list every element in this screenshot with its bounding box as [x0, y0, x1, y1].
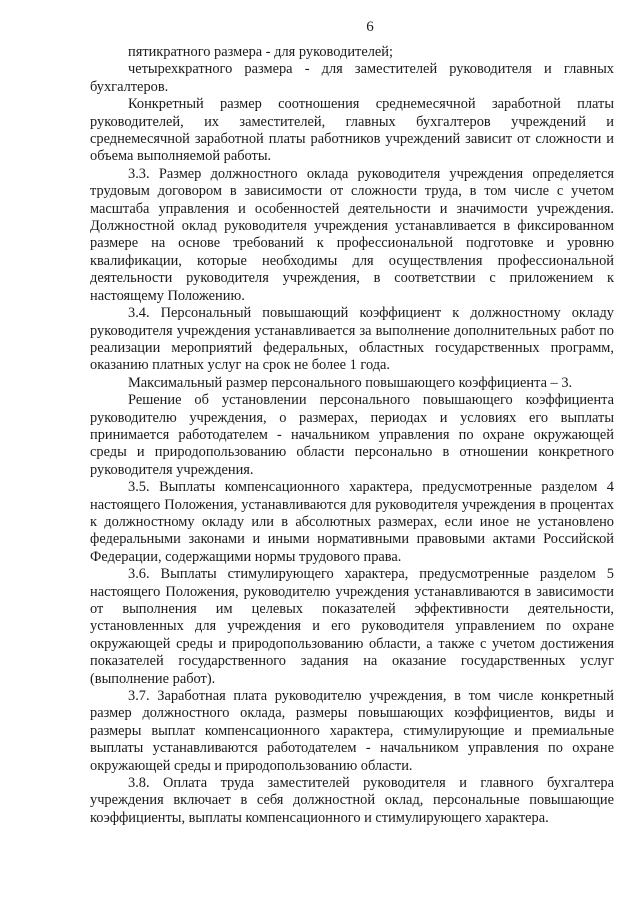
paragraph-coefficient-decision: Решение об установлении персонального повышающего коэффициента руководителю учреждения, о размерах, периодах и условиях его выплаты принимается работодателем - начальником управления по охране окружающей среды и природопользованию области персонально в отношении конкретного руководителя учреждения. — [90, 392, 614, 478]
paragraph-limit-deputies: четырехкратного размера - для заместителей руководителя и главных бухгалтеров. — [90, 61, 614, 95]
paragraph-3-5: 3.5. Выплаты компенсационного характера, предусмотренные разделом 4 настоящего Положения, устанавливаются для руководителя учреждения в процентах к должностному окладу или в абсолютных размерах, если иное не установлено федеральными законами и иными нормативными правовыми актами Российской Федерации, содержащими нормы трудового права. — [90, 479, 614, 565]
paragraph-3-8: 3.8. Оплата труда заместителей руководителя и главного бухгалтера учреждения включает в себя должностной оклад, персональные повышающие коэффициенты, выплаты компенсационного и стимулирующего характера. — [90, 775, 614, 826]
paragraph-3-4: 3.4. Персональный повышающий коэффициент к должностному окладу руководителя учреждения устанавливается за выполнение дополнительных работ по реализации мероприятий федеральных, областных государственных программ, оказанию платных услуг на срок не более 1 года. — [90, 305, 614, 374]
page-number: 6 — [366, 19, 374, 35]
paragraph-3-7: 3.7. Заработная плата руководителю учреждения, в том числе конкретный размер должностного оклада, размеры повышающих коэффициентов, виды и размеры выплат компенсационного характера, стимулирующие и премиальные выплаты устанавливаются работодателем - начальником управления по охране окружающей среды и природопользованию области. — [90, 688, 614, 774]
paragraph-ratio-dependence: Конкретный размер соотношения среднемесячной заработной платы руководителей, их заместителей, главных бухгалтеров учреждений и среднемесячной заработной платы работников учреждений зависит от сложности и объема выполняемой работы. — [90, 96, 614, 165]
paragraph-limit-heads: пятикратного размера - для руководителей; — [128, 44, 393, 60]
paragraph-3-3: 3.3. Размер должностного оклада руководителя учреждения определяется трудовым договором в зависимости от сложности труда, в том числе с учетом масштаба управления и особенностей деятельности и значимости учреждения. Должностной оклад руководителя учреждения устанавливается в фиксированном размере на основе требований к профессиональной подготовке и уровню квалификации, которые необходимы для осуществления профессиональной деятельности руководителя учреждения, в соответствии с приложением к настоящему Положению. — [90, 165, 614, 304]
paragraph-max-coefficient: Максимальный размер персонального повышающего коэффициента – 3. — [128, 374, 573, 391]
paragraph-3-6: 3.6. Выплаты стимулирующего характера, предусмотренные разделом 5 настоящего Положения, руководителю учреждения устанавливаются в зависимости от выполнения им целевых показателей эффективности деятельности, установленных для учреждения и его руководителя управлением по охране окружающей среды и природопользованию области, а также с учетом достижения показателей государственного задания на оказание государственных услуг (выполнение работ). — [90, 566, 614, 687]
